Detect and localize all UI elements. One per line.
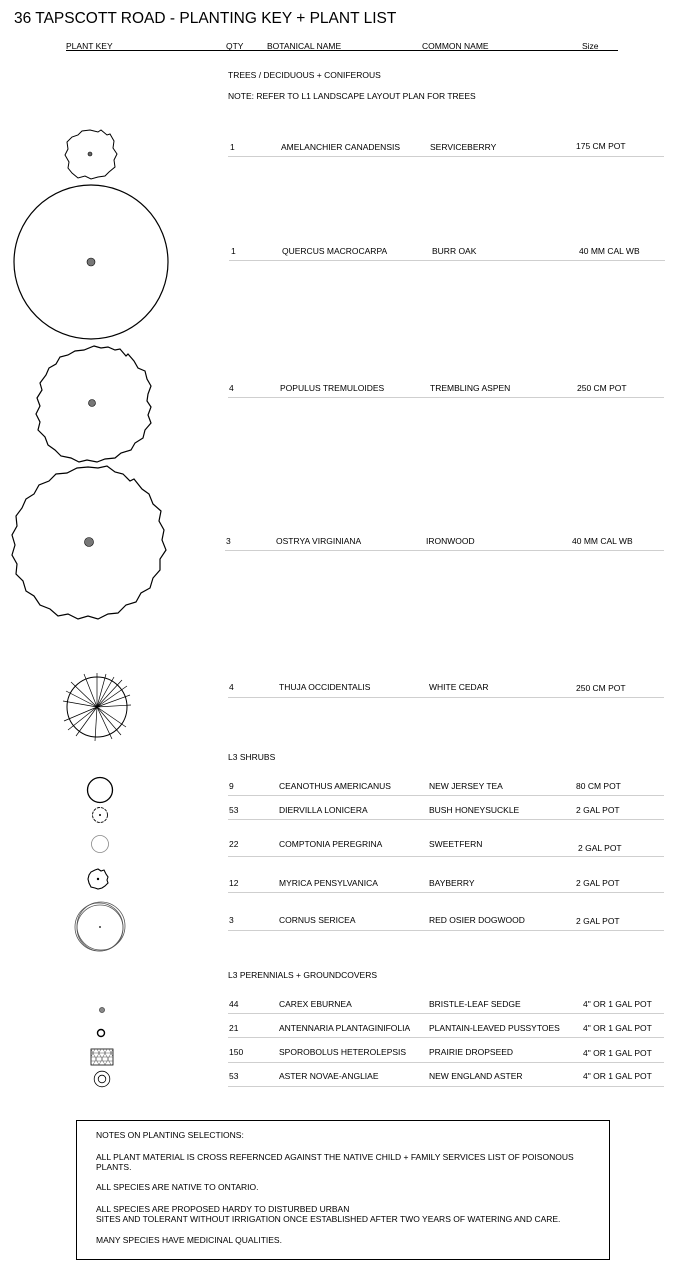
botanical-cell: ASTER NOVAE-ANGLIAE [279,1071,379,1081]
common-cell: TREMBLING ASPEN [430,383,511,393]
header-qty: QTY [226,41,244,51]
trees-note: NOTE: REFER TO L1 LANDSCAPE LAYOUT PLAN FOR TREES [228,91,476,101]
qty-cell: 12 [229,878,239,888]
sweetfern-symbol-icon [90,834,110,854]
header-underline [66,50,618,51]
botanical-cell: AMELANCHIER CANADENSIS [281,142,401,152]
common-cell: NEW ENGLAND ASTER [429,1071,523,1081]
serviceberry-symbol-icon [60,124,120,184]
row-divider [228,892,664,893]
carex-symbol-icon [97,1005,107,1015]
common-cell: RED OSIER DOGWOOD [429,915,525,925]
botanical-cell: CAREX EBURNEA [279,999,352,1009]
planting-notes-box [76,1120,610,1260]
size-cell: 4" OR 1 GAL POT [583,1048,652,1058]
pussytoes-symbol-icon [95,1027,107,1039]
header-plant-key: PLANT KEY [66,41,113,51]
common-cell: SERVICEBERRY [430,142,497,152]
bush-honeysuckle-symbol-icon [91,806,109,824]
common-cell: NEW JERSEY TEA [429,781,503,791]
size-cell: 4" OR 1 GAL POT [583,1023,652,1033]
qty-cell: 150 [229,1047,244,1057]
qty-cell: 21 [229,1023,239,1033]
botanical-cell: DIERVILLA LONICERA [279,805,368,815]
botanical-cell: SPOROBOLUS HETEROLEPSIS [279,1047,407,1057]
size-cell: 40 MM CAL WB [579,246,640,256]
common-cell: BAYBERRY [429,878,475,888]
botanical-cell: CEANOTHUS AMERICANUS [279,781,391,791]
size-cell: 2 GAL POT [576,878,620,888]
row-divider [228,819,664,820]
common-cell: IRONWOOD [426,536,475,546]
header-botanical-name: BOTANICAL NAME [267,41,342,51]
qty-cell: 53 [229,805,239,815]
size-cell: 4" OR 1 GAL POT [583,1071,652,1081]
notes-heading: NOTES ON PLANTING SELECTIONS: [96,1130,244,1140]
common-cell: BRISTLE-LEAF SEDGE [429,999,521,1009]
botanical-cell: POPULUS TREMULOIDES [280,383,385,393]
common-cell: PRAIRIE DROPSEED [429,1047,514,1057]
header-common-name: COMMON NAME [422,41,489,51]
common-cell: BURR OAK [432,246,477,256]
perennials-heading: L3 PERENNIALS + GROUNDCOVERS [228,970,378,980]
row-divider [229,260,665,261]
page-title: 36 TAPSCOTT ROAD - PLANTING KEY + PLANT LIST [14,10,397,27]
note-item: MANY SPECIES HAVE MEDICINAL QUALITIES. [96,1235,282,1245]
white-cedar-symbol-icon [62,672,132,742]
qty-cell: 3 [226,536,231,546]
size-cell: 4" OR 1 GAL POT [583,999,652,1009]
qty-cell: 1 [230,142,235,152]
row-divider [228,930,664,931]
size-cell: 2 GAL POT [578,843,622,853]
common-cell: BUSH HONEYSUCKLE [429,805,520,815]
botanical-cell: CORNUS SERICEA [279,915,356,925]
row-divider [228,156,664,157]
botanical-cell: OSTRYA VIRGINIANA [276,536,362,546]
ironwood-symbol-icon [10,464,168,622]
botanical-cell: MYRICA PENSYLVANICA [279,878,378,888]
header-size: Size [582,41,599,51]
qty-cell: 4 [229,383,234,393]
size-cell: 250 CM POT [577,383,627,393]
botanical-cell: THUJA OCCIDENTALIS [279,682,371,692]
bayberry-symbol-icon [86,867,110,891]
size-cell: 175 CM POT [576,141,626,151]
size-cell: 80 CM POT [576,781,621,791]
note-item: ALL SPECIES ARE NATIVE TO ONTARIO. [96,1182,259,1192]
size-cell: 250 CM POT [576,683,626,693]
qty-cell: 53 [229,1071,239,1081]
new-jersey-tea-symbol-icon [86,776,114,804]
row-divider [228,397,664,398]
qty-cell: 22 [229,839,239,849]
common-cell: WHITE CEDAR [429,682,489,692]
size-cell: 2 GAL POT [576,805,620,815]
row-divider [228,856,664,857]
row-divider [228,795,664,796]
size-cell: 2 GAL POT [576,916,620,926]
row-divider [228,697,664,698]
botanical-cell: ANTENNARIA PLANTAGINIFOLIA [279,1023,411,1033]
row-divider [228,1013,664,1014]
qty-cell: 3 [229,915,234,925]
note-item: ALL PLANT MATERIAL IS CROSS REFERNCED AGAINST THE NATIVE CHILD + FAMILY SERVICES LIST OF POISONOUS PLANTS. [96,1152,574,1172]
qty-cell: 44 [229,999,239,1009]
row-divider [228,1037,664,1038]
trembling-aspen-symbol-icon [34,344,154,466]
row-divider [228,1086,664,1087]
botanical-cell: COMPTONIA PEREGRINA [279,839,383,849]
row-divider [225,550,664,551]
qty-cell: 9 [229,781,234,791]
shrubs-heading: L3 SHRUBS [228,752,276,762]
common-cell: SWEETFERN [429,839,483,849]
note-item: ALL SPECIES ARE PROPOSED HARDY TO DISTURBED URBAN SITES AND TOLERANT WITHOUT IRRIGATION ONCE ESTABLISHED AFTER TWO YEARS OF WATERING AND CARE. [96,1204,561,1224]
red-osier-dogwood-symbol-icon [72,901,128,953]
qty-cell: 4 [229,682,234,692]
size-cell: 40 MM CAL WB [572,536,633,546]
burr-oak-symbol-icon [12,184,172,342]
common-cell: PLANTAIN-LEAVED PUSSYTOES [429,1023,560,1033]
new-england-aster-symbol-icon [93,1070,111,1088]
trees-heading: TREES / DECIDUOUS + CONIFEROUS [228,70,381,80]
prairie-dropseed-symbol-icon [90,1048,114,1066]
botanical-cell: QUERCUS MACROCARPA [282,246,388,256]
row-divider [228,1062,664,1063]
qty-cell: 1 [231,246,236,256]
